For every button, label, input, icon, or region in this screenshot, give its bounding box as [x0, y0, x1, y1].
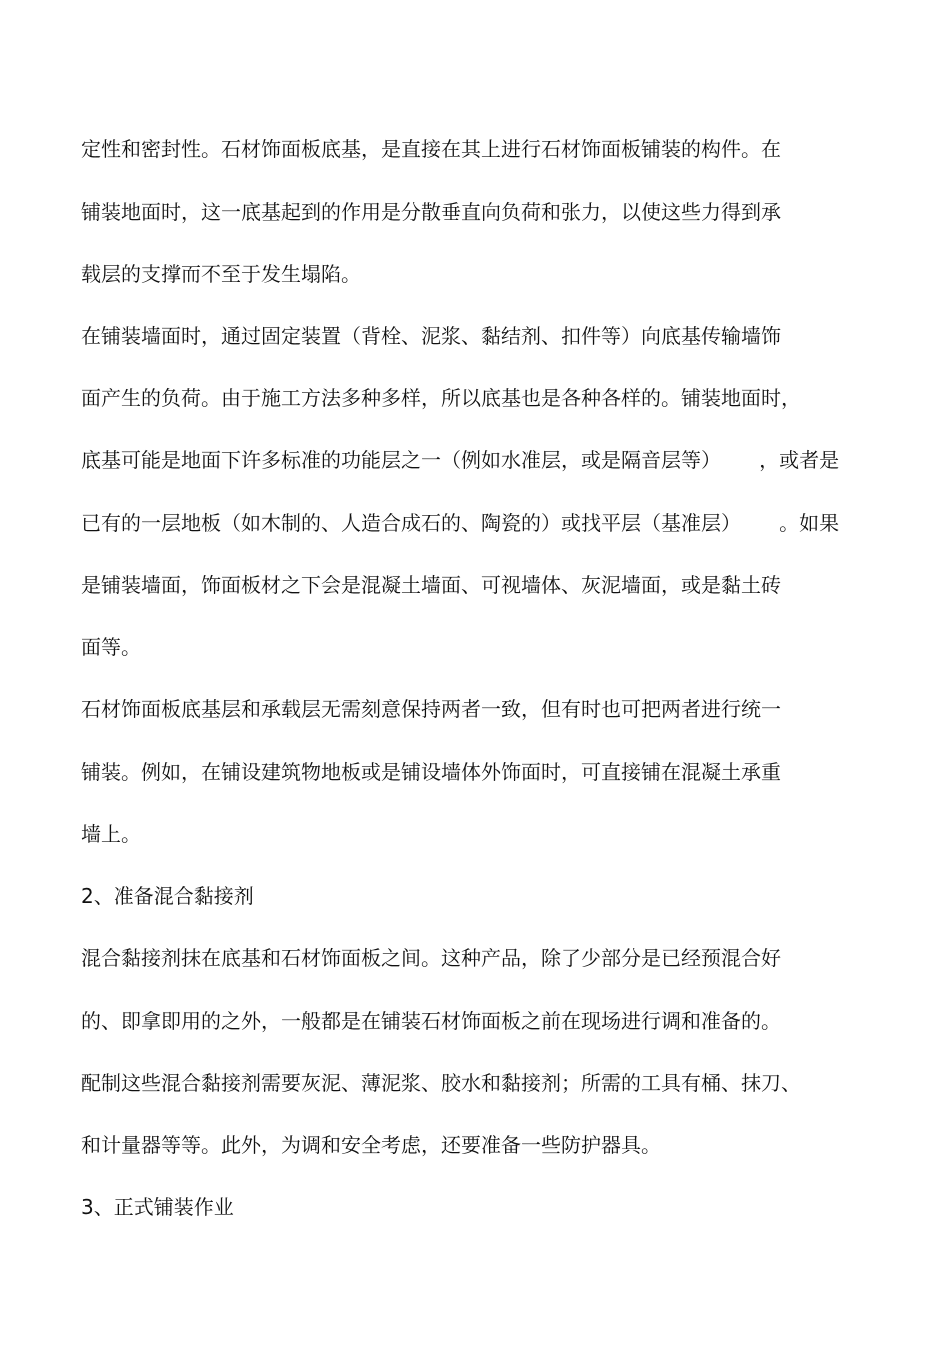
text-line-12: 墙上。 [81, 822, 141, 846]
text-line-16: 配制这些混合黏接剂需要灰泥、薄泥浆、胶水和黏接剂；所需的工具有桶、抹刀、 [81, 1071, 801, 1095]
text-line-17: 和计量器等等。此外，为调和安全考虑，还要准备一些防护器具。 [81, 1133, 661, 1157]
text-line-2: 铺装地面时，这一底基起到的作用是分散垂直向负荷和张力，以使这些力得到承 [81, 200, 781, 224]
text-line-11: 铺装。例如，在铺设建筑物地板或是铺设墙体外饰面时，可直接铺在混凝土承重 [81, 760, 781, 784]
text-line-3: 载层的支撑而不至于发生塌陷。 [81, 262, 361, 286]
text-line-9: 面等。 [81, 635, 141, 659]
section-heading-3: 3、正式铺装作业 [81, 1195, 234, 1219]
text-line-10: 石材饰面板底基层和承载层无需刻意保持两者一致，但有时也可把两者进行统一 [81, 697, 781, 721]
text-line-4: 在铺装墙面时，通过固定装置（背栓、泥浆、黏结剂、扣件等）向底基传输墙饰 [81, 324, 781, 348]
text-line-7: 已有的一层地板（如木制的、人造合成石的、陶瓷的）或找平层（基准层） 。如果 [81, 511, 840, 535]
text-line-14: 混合黏接剂抹在底基和石材饰面板之间。这种产品，除了少部分是已经预混合好 [81, 946, 781, 970]
text-line-15: 的、即拿即用的之外，一般都是在铺装石材饰面板之前在现场进行调和准备的。 [81, 1009, 781, 1033]
text-line-6: 底基可能是地面下许多标准的功能层之一（例如水准层，或是隔音层等） ，或者是 [81, 448, 840, 472]
text-line-5: 面产生的负荷。由于施工方法多种多样，所以底基也是各种各样的。铺装地面时， [81, 386, 801, 410]
text-line-8: 是铺装墙面，饰面板材之下会是混凝土墙面、可视墙体、灰泥墙面，或是黏土砖 [81, 573, 781, 597]
text-line-1: 定性和密封性。石材饰面板底基，是直接在其上进行石材饰面板铺装的构件。在 [81, 137, 781, 161]
section-heading-2: 2、准备混合黏接剂 [81, 884, 254, 908]
